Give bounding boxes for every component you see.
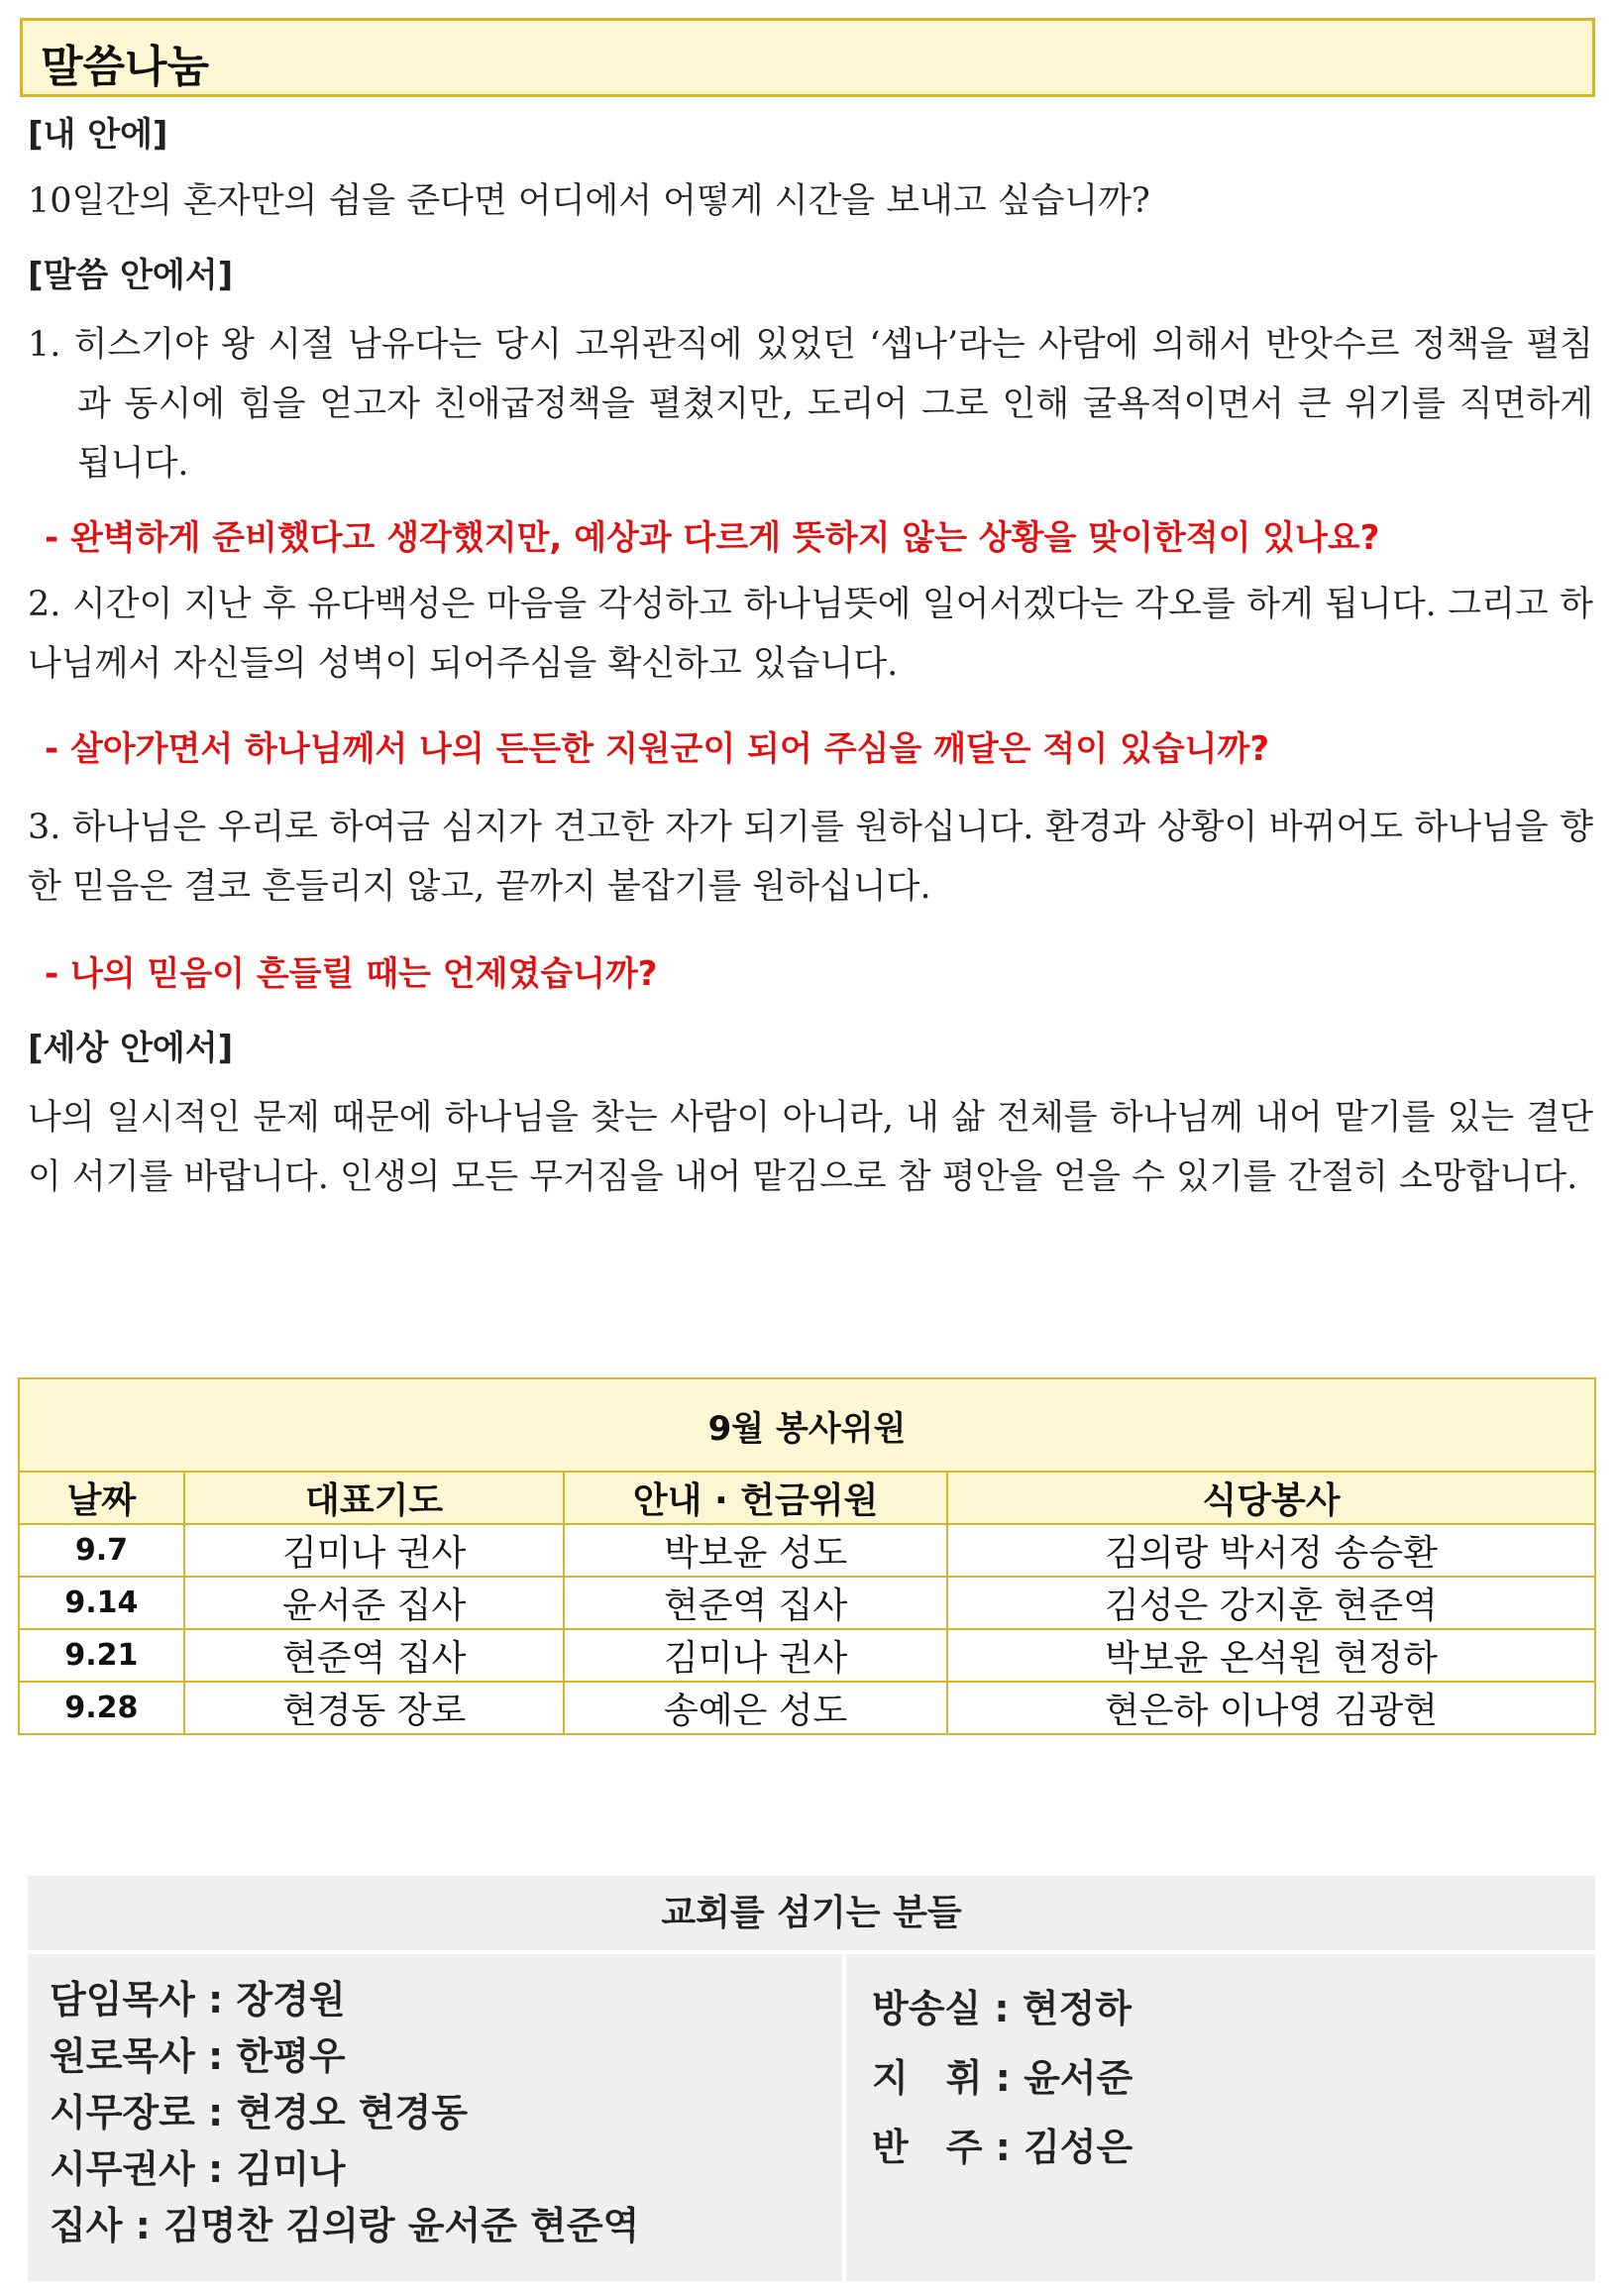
staff-line: 반 주 : 김성은 [872,2126,1133,2169]
table-row [19,1524,1595,1577]
world-heading: [세상 안에서] [28,1029,234,1068]
staff-line: 방송실 : 현정하 [872,1987,1132,2030]
staff-left-column [50,1972,822,2254]
header-date: 날짜 [19,1472,184,1524]
word-question-1: - 완벽하게 준비했다고 생각했지만, 예상과 다르게 뜻하지 않는 상황을 맞이한적이 있나요? [45,518,1380,558]
section-title-bar [20,18,1595,97]
word-item-1: 1. 히스기야 왕 시절 남유다는 당시 고위관직에 있었던 ‘셉나’라는 사람에 의해서 반앗수르 정책을 펼침과 동시에 힘을 얻고자 친애굽정책을 펼쳤지만, 도리어 그로 인해 굴욕적이면서 큰 위기를 직면하게 됩니다. [28,325,1593,484]
kitchen-cell: 김성은 강지훈 현준역 [947,1577,1595,1629]
word-question-3: - 나의 믿음이 흔들릴 때는 언제였습니까? [45,954,658,994]
prayer-cell: 김미나 권사 [184,1524,565,1577]
staff-line: 시무권사 : 김미나 [50,2147,346,2191]
staff-right-column [842,1954,1599,2281]
prayer-cell: 현경동 장로 [184,1682,565,1734]
prayer-cell: 윤서준 집사 [184,1577,565,1629]
staff-title: 교회를 섬기는 분들 [28,1876,1595,1954]
date-cell: 9.7 [19,1524,184,1577]
prayer-cell: 현준역 집사 [184,1629,565,1682]
section-title: 말씀나눔 [41,42,210,92]
header-prayer: 대표기도 [184,1472,565,1524]
date-cell: 9.28 [19,1682,184,1734]
word-heading: [말씀 안에서] [28,256,234,295]
staff-line: 시무장로 : 현경오 현경동 [50,2091,468,2134]
table-row [19,1682,1595,1734]
word-question-2: - 살아가면서 하나님께서 나의 든든한 지원군이 되어 주심을 깨달은 적이 있습니까? [45,729,1270,769]
header-usher: 안내 · 헌금위원 [564,1472,947,1524]
staff-line: 담임목사 : 장경원 [50,1978,346,2022]
world-text: 나의 일시적인 문제 때문에 하나님을 찾는 사람이 아니라, 내 삶 전체를 하나님께 내어 맡기를 있는 결단이 서기를 바랍니다. 인생의 모든 무거짐을 내어 맡김으로 참 평안을 얻을 수 있기를 간절히 소망합니다. [28,1098,1593,1197]
usher-cell: 박보윤 성도 [564,1524,947,1577]
word-item-3: 3. 하나님은 우리로 하여금 심지가 견고한 자가 되기를 원하십니다. 환경과 상황이 바뀌어도 하나님을 향한 믿음은 결코 흔들리지 않고, 끝까지 붙잡기를 원하십니다. [28,808,1593,907]
staff-box [28,1876,1595,2281]
inner-text: 10일간의 혼자만의 쉼을 준다면 어디에서 어떻게 시간을 보내고 싶습니까? [28,181,1150,221]
usher-cell: 송예은 성도 [564,1682,947,1734]
staff-line: 원로목사 : 한평우 [50,2034,346,2078]
table-row [19,1629,1595,1682]
word-item-2: 2. 시간이 지난 후 유다백성은 마음을 각성하고 하나님뜻에 일어서겠다는 각오를 하게 됩니다. 그리고 하나님께서 자신들의 성벽이 되어주심을 확신하고 있습니다. [28,585,1593,684]
usher-cell: 현준역 집사 [564,1577,947,1629]
inner-heading: [내 안에] [28,115,168,155]
kitchen-cell: 박보윤 온석원 현정하 [947,1629,1595,1682]
kitchen-cell: 현은하 이나영 김광현 [947,1682,1595,1734]
usher-cell: 김미나 권사 [564,1629,947,1682]
table-row [19,1577,1595,1629]
staff-line: 지 휘 : 윤서준 [872,2056,1133,2100]
kitchen-cell: 김의랑 박서정 송승환 [947,1524,1595,1577]
header-kitchen: 식당봉사 [947,1472,1595,1524]
service-table [18,1377,1596,1735]
service-header-row [19,1472,1595,1524]
staff-line: 집사 : 김명찬 김의랑 윤서준 현준역 [50,2204,640,2247]
date-cell: 9.14 [19,1577,184,1629]
service-caption: 9월 봉사위원 [19,1378,1595,1472]
date-cell: 9.21 [19,1629,184,1682]
